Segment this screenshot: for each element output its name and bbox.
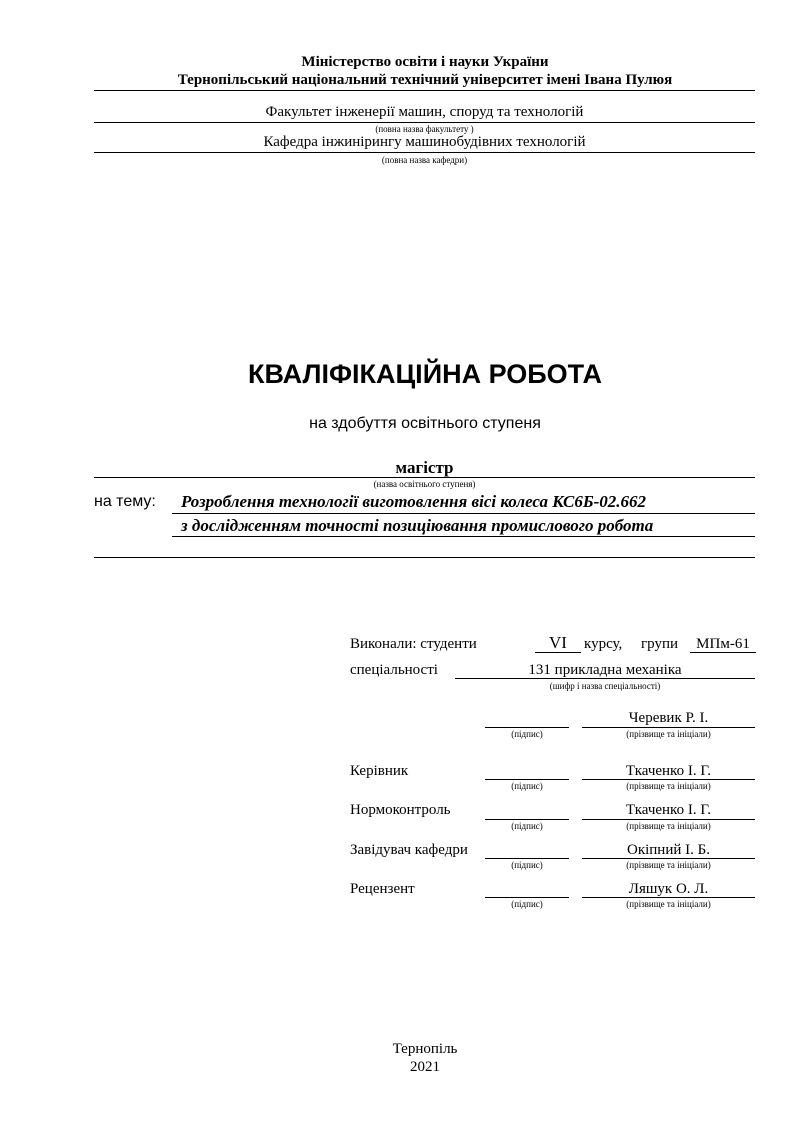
name-line	[582, 727, 755, 728]
faculty-name: Факультет інженерії машин, споруд та технологій	[265, 104, 584, 120]
topic-line-2: з дослідженням точності позиціювання промислового робота	[181, 516, 654, 535]
degree-underline	[94, 477, 755, 478]
specialty-label: спеціальності	[350, 662, 438, 678]
course-value: VI	[549, 633, 567, 652]
footer-city: Тернопіль	[392, 1041, 458, 1057]
signer-role: Рецензент	[350, 881, 415, 897]
topic-label: на тему:	[94, 493, 156, 510]
signature-line	[485, 727, 569, 728]
degree-caption: (назва освітнього ступеня)	[373, 479, 476, 489]
signature-line	[485, 858, 569, 859]
signer-name: Ткаченко І. Г.	[625, 763, 712, 779]
name-caption: (прізвище та ініціали)	[626, 729, 711, 739]
group-label: групи	[641, 636, 679, 652]
signature-caption: (підпис)	[511, 860, 543, 870]
specialty-caption: (шифр і назва спеціальності)	[549, 681, 661, 691]
specialty-underline	[455, 678, 755, 679]
signer-name: Ляшук О. Л.	[628, 881, 709, 897]
name-caption: (прізвище та ініціали)	[626, 821, 711, 831]
header-divider	[94, 90, 755, 91]
name-caption: (прізвище та ініціали)	[626, 899, 711, 909]
specialty-value: 131 прикладна механіка	[528, 662, 682, 678]
signer-role: Нормоконтроль	[350, 802, 451, 818]
name-caption: (прізвище та ініціали)	[626, 781, 711, 791]
signer-name: Черевик Р. І.	[628, 710, 709, 726]
department-underline	[94, 152, 755, 153]
signer-role: Завідувач кафедри	[350, 842, 468, 858]
performed-label: Виконали: студенти	[350, 636, 477, 652]
topic-line-1: Розроблення технології виготовлення вісі колеса КС6Б-02.662	[181, 492, 647, 511]
course-underline	[535, 652, 581, 653]
signature-caption: (підпис)	[511, 729, 543, 739]
signature-line	[485, 779, 569, 780]
footer-year: 2021	[410, 1059, 440, 1075]
name-line	[582, 858, 755, 859]
signature-line	[485, 819, 569, 820]
group-underline	[690, 652, 756, 653]
ministry-title: Міністерство освіти і науки України	[301, 54, 549, 70]
topic-underline-2	[172, 536, 755, 537]
signer-name: Ткаченко І. Г.	[625, 802, 712, 818]
signer-name: Окіпний І. Б.	[626, 842, 710, 858]
name-caption: (прізвище та ініціали)	[626, 860, 711, 870]
topic-underline-1	[172, 513, 755, 514]
degree-subtitle: на здобуття освітнього ступеня	[309, 415, 541, 432]
department-name: Кафедра інжинірингу машинобудівних технологій	[263, 134, 586, 150]
department-caption: (повна назва кафедри)	[381, 155, 468, 165]
group-value: МПм-61	[696, 636, 750, 652]
name-line	[582, 779, 755, 780]
university-title: Тернопільський національний технічний університет імені Івана Пулюя	[177, 72, 673, 88]
name-line	[582, 897, 755, 898]
signature-caption: (підпис)	[511, 899, 543, 909]
faculty-caption: (повна назва факультету )	[375, 124, 474, 134]
name-line	[582, 819, 755, 820]
signer-role: Керівник	[350, 763, 409, 779]
document-title: КВАЛІФІКАЦІЙНА РОБОТА	[248, 359, 602, 389]
signature-line	[485, 897, 569, 898]
signature-caption: (підпис)	[511, 821, 543, 831]
topic-underline-3	[94, 557, 755, 558]
degree-name: магістр	[395, 458, 454, 477]
course-label: курсу,	[584, 636, 623, 652]
faculty-underline	[94, 122, 755, 123]
signature-caption: (підпис)	[511, 781, 543, 791]
